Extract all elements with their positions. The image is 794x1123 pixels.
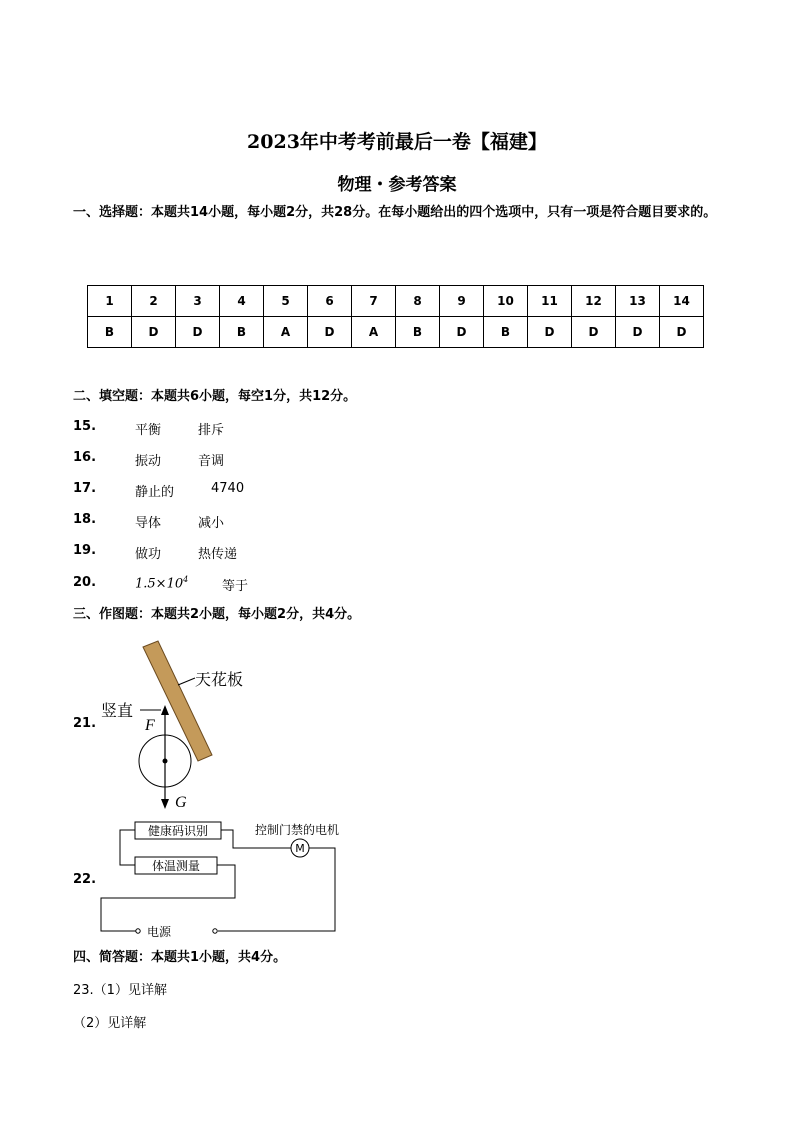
page-title: 2023年中考考前最后一卷【福建】 — [247, 131, 547, 153]
q15-answer-1: 平衡 — [135, 423, 162, 438]
motor-label: 控制门禁的电机 — [255, 823, 340, 837]
temperature-label: 体温测量 — [151, 859, 201, 873]
wire-left-branch — [120, 830, 135, 865]
answer-cell: B — [88, 317, 132, 348]
question-number-cell: 9 — [440, 286, 484, 317]
q16-answer-2: 音调 — [198, 454, 225, 469]
q22-circuit-diagram — [95, 815, 365, 940]
q19-number: 19. — [73, 543, 97, 558]
q20-answer-1-base: 1.5×10 — [135, 576, 184, 592]
question-number-cell: 12 — [572, 286, 616, 317]
motor-symbol-letter: M — [295, 842, 305, 855]
question-number-cell: 1 — [88, 286, 132, 317]
q22-number: 22. — [73, 872, 97, 887]
question-number-cell: 13 — [616, 286, 660, 317]
question-number-cell: 3 — [176, 286, 220, 317]
question-number-cell: 10 — [484, 286, 528, 317]
ceiling-label-leader — [178, 678, 195, 685]
q17-answer-2: 4740 — [211, 481, 245, 496]
answer-cell: D — [132, 317, 176, 348]
question-number-cell: 7 — [352, 286, 396, 317]
source-terminal-right — [213, 929, 217, 933]
q16-answer-1: 振动 — [135, 454, 162, 469]
section2-heading: 二、填空题：本题共6小题，每空1分，共12分。 — [73, 389, 357, 404]
answer-cell: D — [440, 317, 484, 348]
question-number-cell: 2 — [132, 286, 176, 317]
q20-answer-2: 等于 — [222, 579, 249, 594]
q20-answer-1-exponent: 4 — [183, 575, 189, 584]
answer-cell: D — [528, 317, 572, 348]
force-G-arrowhead — [161, 799, 169, 809]
wire-box2-to-source — [101, 865, 235, 931]
q18-answer-2: 减小 — [198, 516, 225, 531]
q17-answer-1: 静止的 — [135, 485, 175, 500]
q21-diagram — [95, 635, 275, 815]
wire-motor-to-right — [218, 848, 335, 931]
source-label: 电源 — [147, 925, 172, 939]
q21-number: 21. — [73, 716, 97, 731]
q23-part2: （2）见详解 — [73, 1016, 147, 1031]
question-number-cell: 8 — [396, 286, 440, 317]
answer-cell: B — [220, 317, 264, 348]
source-terminal-left — [136, 929, 140, 933]
q20-answer-1 — [135, 575, 188, 591]
q20-number: 20. — [73, 575, 97, 590]
ceiling-label: 天花板 — [195, 672, 244, 689]
answer-cell: D — [572, 317, 616, 348]
question-number-cell: 6 — [308, 286, 352, 317]
q15-number: 15. — [73, 419, 97, 434]
page-subtitle: 物理・参考答案 — [337, 175, 457, 195]
section3-heading: 三、作图题：本题共2小题，每小题2分，共4分。 — [73, 607, 361, 622]
answer-cell: B — [396, 317, 440, 348]
q17-number: 17. — [73, 481, 97, 496]
force-F-arrowhead — [161, 705, 169, 715]
q19-answer-1: 做功 — [135, 547, 162, 562]
section4-heading: 四、简答题：本题共1小题，共4分。 — [73, 950, 287, 965]
answer-cell: A — [352, 317, 396, 348]
vertical-label: 竖直 — [101, 703, 134, 720]
q18-number: 18. — [73, 512, 97, 527]
q16-number: 16. — [73, 450, 97, 465]
q23-part1: 23.（1）见详解 — [73, 983, 167, 998]
answer-cell: D — [660, 317, 704, 348]
q15-answer-2: 排斥 — [198, 423, 225, 438]
question-number-cell: 11 — [528, 286, 572, 317]
answer-cell: D — [616, 317, 660, 348]
q19-answer-2: 热传递 — [198, 547, 238, 562]
answer-table-answer-row — [88, 317, 704, 348]
answer-cell: D — [176, 317, 220, 348]
section1-heading: 一、选择题：本题共14小题，每小题2分，共28分。在每小题给出的四个选项中，只有一项是符合题目要求的。 — [73, 205, 717, 220]
question-number-cell: 14 — [660, 286, 704, 317]
answer-table — [87, 285, 704, 348]
answer-cell: A — [264, 317, 308, 348]
answer-cell: D — [308, 317, 352, 348]
force-G-label: G — [175, 794, 187, 811]
question-number-cell: 5 — [264, 286, 308, 317]
q18-answer-1: 导体 — [135, 516, 162, 531]
question-number-cell: 4 — [220, 286, 264, 317]
force-F-label: F — [145, 717, 155, 734]
answer-table-number-row — [88, 286, 704, 317]
answer-cell: B — [484, 317, 528, 348]
health-code-label: 健康码识别 — [147, 824, 209, 838]
